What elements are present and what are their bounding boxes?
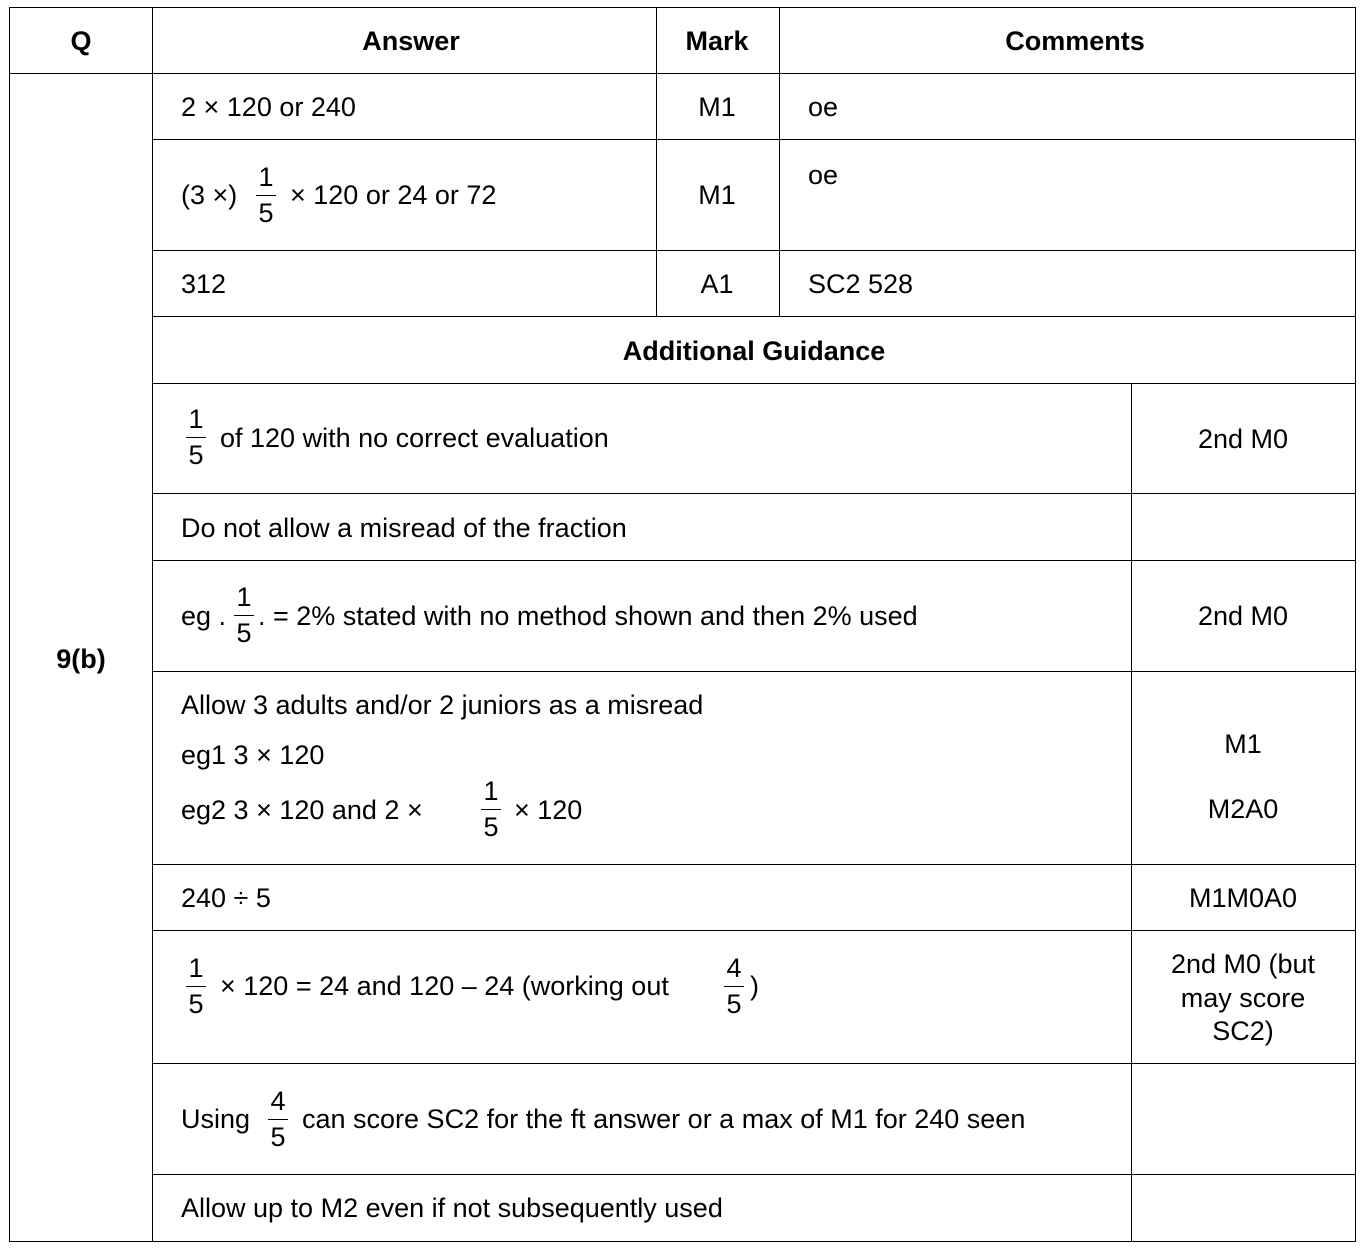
row-divider — [152, 930, 1356, 931]
guidance-4-mark2: M2A0 — [1207, 794, 1279, 824]
guidance-6-fraction — [186, 955, 206, 1018]
fraction-numerator: 1 — [236, 582, 252, 612]
guidance-6-mark-line1: 2nd M0 (but — [1170, 949, 1316, 979]
row-divider — [152, 560, 1356, 561]
guidance-6-mark-line3: SC2) — [1212, 1016, 1274, 1046]
row-divider — [152, 864, 1356, 865]
answer-r2-fraction — [256, 164, 276, 227]
mark-r1: M1 — [698, 92, 736, 122]
row-divider — [152, 139, 1356, 140]
guidance-4-mark1: M1 — [1224, 729, 1262, 759]
guidance-3-prefix: eg . — [181, 601, 227, 631]
comment-r1: oe — [808, 92, 839, 122]
guidance-2-text: Do not allow a misread of the fraction — [181, 513, 627, 543]
row-divider — [152, 383, 1356, 384]
guidance-column-divider — [1131, 383, 1132, 1242]
guidance-3-fraction — [234, 584, 254, 647]
row-divider — [152, 250, 1356, 251]
fraction-numerator: 4 — [270, 1086, 286, 1116]
row-divider — [152, 1174, 1356, 1175]
guidance-1-text: of 120 with no correct evaluation — [220, 423, 609, 453]
fraction-denominator: 5 — [236, 618, 252, 648]
fraction-numerator: 1 — [258, 162, 274, 192]
header-comments: Comments — [1005, 26, 1145, 56]
answer-r1: 2 × 120 or 240 — [181, 92, 356, 122]
fraction-denominator: 5 — [726, 989, 742, 1019]
additional-guidance-heading: Additional Guidance — [622, 336, 886, 366]
guidance-5-mark: M1M0A0 — [1188, 883, 1298, 913]
comment-r2: oe — [808, 160, 839, 190]
guidance-7-text: can score SC2 for the ft answer or a max of M1 for 240 seen — [302, 1104, 1026, 1134]
row-divider — [152, 1063, 1356, 1064]
row-divider — [152, 493, 1356, 494]
guidance-6-text: × 120 = 24 and 120 – 24 (working out — [220, 971, 669, 1001]
guidance-6-fraction-2 — [724, 955, 744, 1018]
guidance-3-text: . = 2% stated with no method shown and then 2% used — [258, 601, 918, 631]
mark-r3: A1 — [700, 269, 734, 299]
mark-column-divider — [779, 7, 780, 317]
fraction-denominator: 5 — [188, 989, 204, 1019]
fraction-denominator: 5 — [188, 440, 204, 470]
guidance-4-line3-prefix: eg2 3 × 120 and 2 × — [181, 795, 423, 825]
guidance-7-fraction — [268, 1088, 288, 1151]
guidance-4-line3-suffix: × 120 — [514, 795, 583, 825]
header-mark: Mark — [685, 26, 749, 56]
table-border-right — [1355, 7, 1356, 1242]
fraction-numerator: 1 — [188, 953, 204, 983]
guidance-8-text: Allow up to M2 even if not subsequently used — [181, 1193, 723, 1223]
guidance-4-line2: eg1 3 × 120 — [181, 740, 325, 770]
header-answer: Answer — [362, 26, 460, 56]
mark-r2: M1 — [698, 180, 736, 210]
guidance-1-mark: 2nd M0 — [1197, 424, 1289, 454]
comment-r3: SC2 528 — [808, 269, 914, 299]
fraction-numerator: 1 — [188, 404, 204, 434]
guidance-5-text: 240 ÷ 5 — [181, 883, 271, 913]
guidance-3-mark: 2nd M0 — [1197, 601, 1289, 631]
q-column-divider — [152, 7, 153, 1242]
fraction-denominator: 5 — [483, 812, 499, 842]
answer-r2-suffix: × 120 or 24 or 72 — [290, 180, 497, 210]
guidance-4-fraction — [481, 778, 501, 841]
guidance-1-fraction — [186, 406, 206, 469]
guidance-6-mark-line2: may score — [1180, 983, 1306, 1013]
question-number: 9(b) — [56, 644, 106, 674]
guidance-6-close-paren: ) — [750, 971, 759, 1001]
header-divider — [9, 73, 1356, 74]
table-border-left — [9, 7, 10, 1242]
answer-column-divider — [656, 7, 657, 317]
fraction-numerator: 1 — [483, 776, 499, 806]
table-border-bottom — [9, 1241, 1356, 1242]
fraction-numerator: 4 — [726, 953, 742, 983]
fraction-denominator: 5 — [258, 198, 274, 228]
answer-r3: 312 — [181, 269, 227, 299]
fraction-denominator: 5 — [270, 1122, 286, 1152]
table-border-top — [9, 7, 1356, 8]
row-divider — [152, 316, 1356, 317]
guidance-4-line1: Allow 3 adults and/or 2 juniors as a misread — [181, 690, 704, 720]
header-q: Q — [70, 26, 92, 56]
row-divider — [152, 671, 1356, 672]
guidance-7-prefix: Using — [181, 1104, 251, 1134]
answer-r2-prefix: (3 ×) — [181, 180, 238, 210]
